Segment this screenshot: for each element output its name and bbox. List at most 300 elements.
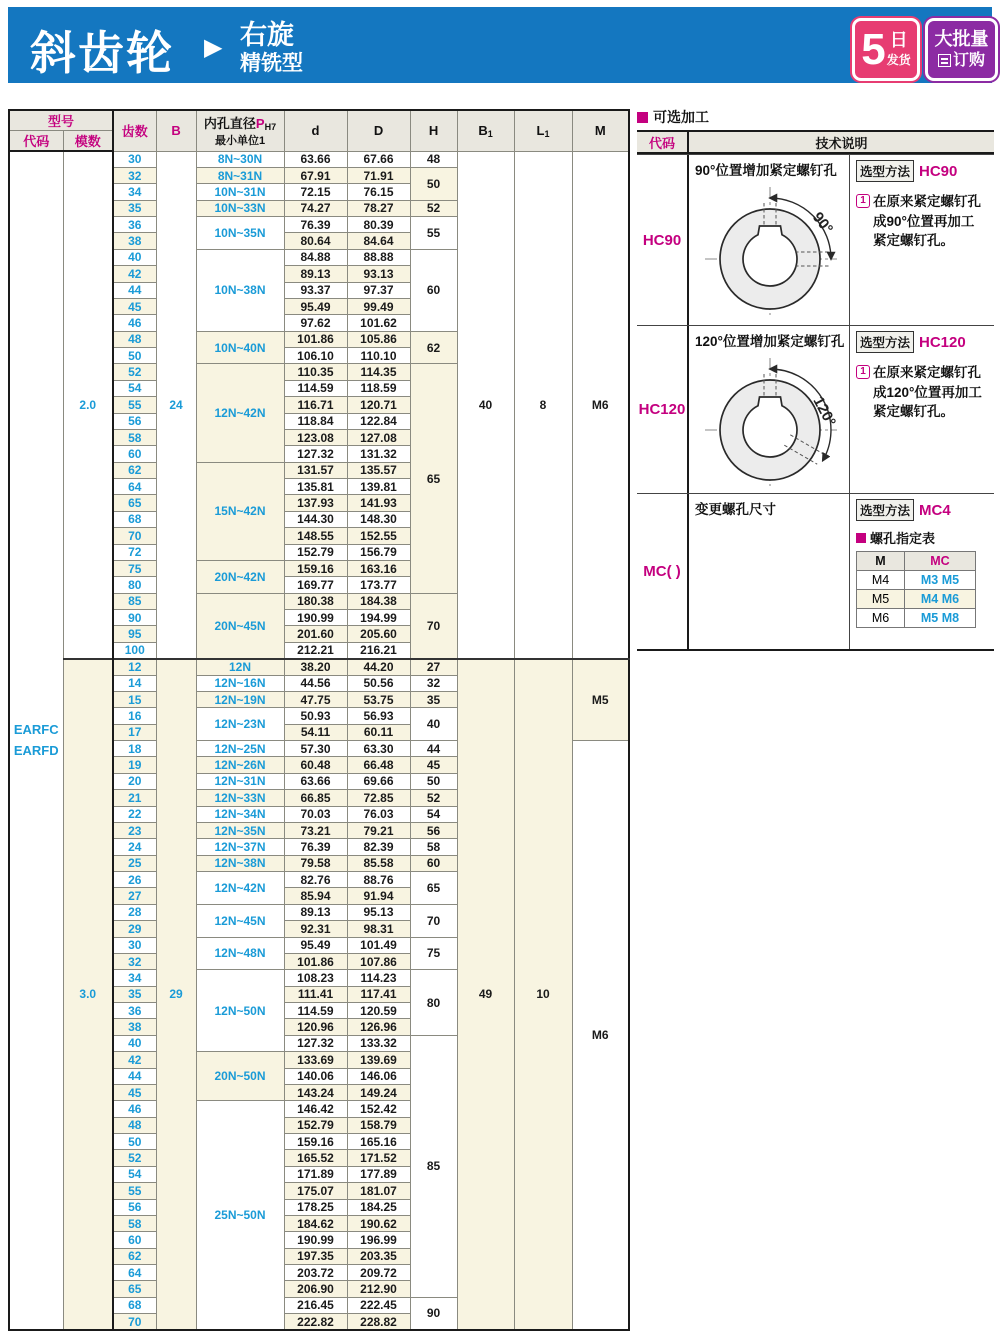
cell-D: 63.30 — [347, 741, 410, 757]
note-icon: 1 — [856, 365, 870, 379]
cell-D: 146.06 — [347, 1068, 410, 1084]
cell-b1: 40 — [457, 151, 514, 659]
cell-d: 127.32 — [284, 1035, 347, 1051]
cell-d: 54.11 — [284, 724, 347, 740]
cell-d: 85.94 — [284, 888, 347, 904]
header-bore: 内孔直径$P_{H7}$ 最小单位1 — [196, 110, 284, 151]
mc-table-title: 螺孔指定表 — [870, 531, 936, 546]
cell-D: 203.35 — [347, 1248, 410, 1264]
header-D: D — [347, 110, 410, 151]
cell-teeth: 46 — [113, 1101, 156, 1117]
cell-d: 123.08 — [284, 429, 347, 445]
cell-teeth: 62 — [113, 1248, 156, 1264]
cell-teeth: 95 — [113, 626, 156, 642]
cell-bore-range: 20N~45N — [196, 593, 284, 659]
cell-bore-range: 12N~42N — [196, 364, 284, 462]
cell-D: 209.72 — [347, 1265, 410, 1281]
optional-machining-title: 可选加工 — [637, 108, 994, 126]
cell-teeth: 50 — [113, 1134, 156, 1150]
cell-d: 159.16 — [284, 560, 347, 576]
ship-days-unit: 日 — [889, 30, 908, 51]
hc90-angle-label: 90° — [808, 208, 837, 238]
cell-teeth: 85 — [113, 593, 156, 609]
cell-teeth: 23 — [113, 822, 156, 838]
mc-method-value: MC4 — [919, 501, 951, 519]
cell-h: 50 — [410, 167, 457, 200]
cell-D: 133.32 — [347, 1035, 410, 1051]
cell-d: 73.21 — [284, 822, 347, 838]
header-b1: $B_1$ — [457, 110, 514, 151]
cell-d: 66.85 — [284, 790, 347, 806]
header-l1: $L_1$ — [514, 110, 572, 151]
bulk-badge-line2: 订购 — [952, 51, 985, 69]
table-body — [9, 151, 629, 1330]
cell-bore-range: 12N~33N — [196, 790, 284, 806]
cell-D: 117.41 — [347, 986, 410, 1002]
cell-h: 70 — [410, 904, 457, 937]
cell-bore-range: 10N~33N — [196, 200, 284, 216]
cell-teeth: 34 — [113, 970, 156, 986]
cell-teeth: 56 — [113, 1199, 156, 1215]
cell-D: 205.60 — [347, 626, 410, 642]
cell-bore-range: 12N~45N — [196, 904, 284, 937]
cell-teeth: 52 — [113, 1150, 156, 1166]
cell-D: 71.91 — [347, 167, 410, 183]
cell-D: 84.64 — [347, 233, 410, 249]
cell-d: 72.15 — [284, 184, 347, 200]
cell-D: 69.66 — [347, 773, 410, 789]
cell-bore-range: 8N~30N — [196, 151, 284, 167]
arrow-icon: ▶ — [204, 34, 223, 61]
cell-h: 90 — [410, 1297, 457, 1330]
table-row — [9, 659, 629, 675]
cell-bore-range: 25N~50N — [196, 1101, 284, 1330]
cell-d: 148.55 — [284, 528, 347, 544]
cell-D: 171.52 — [347, 1150, 410, 1166]
cell-teeth: 20 — [113, 773, 156, 789]
cell-D: 95.13 — [347, 904, 410, 920]
cell-d: 131.57 — [284, 462, 347, 478]
cell-teeth: 36 — [113, 217, 156, 233]
cell-D: 76.15 — [347, 184, 410, 200]
cell-d: 84.88 — [284, 249, 347, 265]
panel-header-row — [637, 132, 994, 154]
cell-h: 70 — [410, 593, 457, 659]
cell-D: 114.35 — [347, 364, 410, 380]
cell-D: 44.20 — [347, 659, 410, 675]
cell-h: 40 — [410, 708, 457, 741]
cell-d: 50.93 — [284, 708, 347, 724]
cell-d: 82.76 — [284, 872, 347, 888]
cell-D: 101.62 — [347, 315, 410, 331]
cell-D: 126.96 — [347, 1019, 410, 1035]
cell-D: 141.93 — [347, 495, 410, 511]
hc120-method-label: 选型方法 — [856, 331, 914, 353]
cell-D: 79.21 — [347, 822, 410, 838]
cell-D: 194.99 — [347, 610, 410, 626]
cell-teeth: 70 — [113, 528, 156, 544]
cell-m: M6 — [572, 151, 629, 659]
cell-bore-range: 15N~42N — [196, 462, 284, 560]
cell-h: 60 — [410, 249, 457, 331]
cell-D: 127.08 — [347, 429, 410, 445]
cell-bore-range: 20N~42N — [196, 560, 284, 593]
cell-h: 27 — [410, 659, 457, 675]
mc-cell-m: M6 — [857, 609, 905, 628]
cell-teeth: 40 — [113, 1035, 156, 1051]
cell-teeth: 52 — [113, 364, 156, 380]
cell-teeth: 90 — [113, 610, 156, 626]
cell-h: 54 — [410, 806, 457, 822]
cell-D: 196.99 — [347, 1232, 410, 1248]
cell-d: 97.62 — [284, 315, 347, 331]
cell-b: 29 — [156, 659, 196, 1330]
cell-D: 85.58 — [347, 855, 410, 871]
panel-header-code: 代码 — [637, 132, 689, 152]
cell-teeth: 68 — [113, 511, 156, 527]
mc-header-m: M — [857, 552, 905, 571]
cell-d: 146.42 — [284, 1101, 347, 1117]
cell-d: 165.52 — [284, 1150, 347, 1166]
cell-d: 108.23 — [284, 970, 347, 986]
cell-D: 212.90 — [347, 1281, 410, 1297]
cell-d: 133.69 — [284, 1052, 347, 1068]
cell-module: 3.0 — [63, 659, 113, 1330]
cell-h: 55 — [410, 217, 457, 250]
cell-bore-range: 8N~31N — [196, 167, 284, 183]
cell-d: 70.03 — [284, 806, 347, 822]
cell-module: 2.0 — [63, 151, 113, 659]
cell-d: 120.96 — [284, 1019, 347, 1035]
cell-D: 149.24 — [347, 1084, 410, 1100]
cell-teeth: 40 — [113, 249, 156, 265]
page-banner — [8, 7, 992, 83]
header-model: 型号 — [9, 110, 113, 131]
gear-dimension-table — [8, 109, 630, 1331]
cell-D: 158.79 — [347, 1117, 410, 1133]
cell-bore-range: 12N~50N — [196, 970, 284, 1052]
header-m: M — [572, 110, 629, 151]
cell-teeth: 42 — [113, 1052, 156, 1068]
header-module: 模数 — [63, 131, 113, 152]
cell-D: 53.75 — [347, 691, 410, 707]
header-code: 代码 — [9, 131, 63, 152]
cell-d: 184.62 — [284, 1215, 347, 1231]
cell-bore-range: 12N~25N — [196, 741, 284, 757]
cell-d: 152.79 — [284, 1117, 347, 1133]
cell-teeth: 58 — [113, 1215, 156, 1231]
cell-D: 173.77 — [347, 577, 410, 593]
cell-h: 56 — [410, 822, 457, 838]
cell-teeth: 15 — [113, 691, 156, 707]
hc120-note: 在原来紧定螺钉孔 成120°位置再加工 紧定螺钉孔。 — [873, 365, 982, 420]
cell-bore-range: 12N~34N — [196, 806, 284, 822]
cell-d: 197.35 — [284, 1248, 347, 1264]
cell-teeth: 16 — [113, 708, 156, 724]
cell-h: 65 — [410, 872, 457, 905]
cell-D: 152.42 — [347, 1101, 410, 1117]
cell-h: 44 — [410, 741, 457, 757]
hc120-code: HC120 — [637, 326, 689, 493]
hc120-diagram — [695, 352, 847, 492]
cell-h: 85 — [410, 1035, 457, 1297]
cell-teeth: 70 — [113, 1314, 156, 1330]
cell-teeth: 34 — [113, 184, 156, 200]
cell-d: 80.64 — [284, 233, 347, 249]
cell-bore-range: 12N~31N — [196, 773, 284, 789]
cell-D: 184.25 — [347, 1199, 410, 1215]
cell-d: 76.39 — [284, 839, 347, 855]
ship-days-text: 发货 — [886, 52, 911, 67]
cell-D: 228.82 — [347, 1314, 410, 1330]
cell-d: 152.79 — [284, 544, 347, 560]
cell-D: 101.49 — [347, 937, 410, 953]
cell-bore-range: 12N — [196, 659, 284, 675]
cell-D: 97.37 — [347, 282, 410, 298]
cell-teeth: 36 — [113, 1003, 156, 1019]
cell-D: 131.32 — [347, 446, 410, 462]
cell-teeth: 42 — [113, 266, 156, 282]
cell-d: 190.99 — [284, 610, 347, 626]
cell-model-code — [9, 151, 63, 1330]
mc-cell-mc: M5 M8 — [905, 609, 976, 628]
cell-d: 216.45 — [284, 1297, 347, 1313]
cell-D: 139.81 — [347, 479, 410, 495]
cell-h: 65 — [410, 364, 457, 593]
cell-teeth: 60 — [113, 1232, 156, 1248]
order-form-icon — [938, 54, 951, 67]
cell-D: 50.56 — [347, 675, 410, 691]
cell-d: 169.77 — [284, 577, 347, 593]
cell-D: 88.76 — [347, 872, 410, 888]
cell-teeth: 50 — [113, 348, 156, 364]
cell-bore-range: 12N~38N — [196, 855, 284, 871]
hc120-method-value: HC120 — [919, 333, 966, 351]
cell-bore-range: 12N~26N — [196, 757, 284, 773]
section-square-icon — [637, 112, 648, 123]
cell-teeth: 44 — [113, 1068, 156, 1084]
cell-d: 111.41 — [284, 986, 347, 1002]
cell-d: 116.71 — [284, 397, 347, 413]
cell-bore-range: 12N~23N — [196, 708, 284, 741]
cell-d: 67.91 — [284, 167, 347, 183]
cell-bore-range: 10N~31N — [196, 184, 284, 200]
cell-D: 139.69 — [347, 1052, 410, 1068]
cell-d: 171.89 — [284, 1166, 347, 1182]
panel-row-hc90 — [637, 154, 994, 325]
cell-teeth: 46 — [113, 315, 156, 331]
cell-d: 44.56 — [284, 675, 347, 691]
cell-teeth: 54 — [113, 380, 156, 396]
hc90-code: HC90 — [637, 155, 689, 325]
cell-teeth: 68 — [113, 1297, 156, 1313]
cell-d: 144.30 — [284, 511, 347, 527]
cell-teeth: 55 — [113, 397, 156, 413]
cell-D: 82.39 — [347, 839, 410, 855]
cell-d: 89.13 — [284, 904, 347, 920]
cell-D: 222.45 — [347, 1297, 410, 1313]
cell-h: 80 — [410, 970, 457, 1036]
cell-teeth: 35 — [113, 986, 156, 1002]
cell-teeth: 55 — [113, 1183, 156, 1199]
cell-d: 101.86 — [284, 953, 347, 969]
cell-h: 50 — [410, 773, 457, 789]
cell-d: 74.27 — [284, 200, 347, 216]
optional-machining-panel — [637, 130, 994, 651]
cell-teeth: 45 — [113, 298, 156, 314]
cell-d: 95.49 — [284, 937, 347, 953]
cell-D: 67.66 — [347, 151, 410, 167]
cell-teeth: 29 — [113, 921, 156, 937]
cell-teeth: 30 — [113, 151, 156, 167]
cell-D: 66.48 — [347, 757, 410, 773]
cell-teeth: 18 — [113, 741, 156, 757]
cell-m: M5 — [572, 659, 629, 741]
cell-d: 143.24 — [284, 1084, 347, 1100]
cell-d: 114.59 — [284, 380, 347, 396]
cell-d: 212.21 — [284, 642, 347, 658]
panel-row-mc — [637, 493, 994, 649]
cell-teeth: 28 — [113, 904, 156, 920]
cell-d: 110.35 — [284, 364, 347, 380]
cell-d: 92.31 — [284, 921, 347, 937]
table-header — [9, 110, 629, 151]
cell-d: 118.84 — [284, 413, 347, 429]
cell-teeth: 38 — [113, 1019, 156, 1035]
cell-h: 32 — [410, 675, 457, 691]
cell-teeth: 14 — [113, 675, 156, 691]
cell-teeth: 21 — [113, 790, 156, 806]
cell-D: 181.07 — [347, 1183, 410, 1199]
cell-h: 52 — [410, 200, 457, 216]
mc-cell-m: M5 — [857, 590, 905, 609]
cell-teeth: 45 — [113, 1084, 156, 1100]
page-title: 斜齿轮 — [30, 27, 174, 79]
mc-title: 变更螺孔尺寸 — [695, 502, 776, 517]
hc120-angle-label: 120° — [809, 393, 840, 430]
cell-D: 135.57 — [347, 462, 410, 478]
cell-d: 206.90 — [284, 1281, 347, 1297]
cell-bore-range: 12N~48N — [196, 937, 284, 970]
panel-row-hc120 — [637, 325, 994, 493]
cell-teeth: 58 — [113, 429, 156, 445]
cell-D: 122.84 — [347, 413, 410, 429]
cell-D: 120.71 — [347, 397, 410, 413]
cell-teeth: 44 — [113, 282, 156, 298]
cell-d: 57.30 — [284, 741, 347, 757]
hc120-title: 120°位置增加紧定螺钉孔 — [695, 334, 845, 349]
cell-D: 163.16 — [347, 560, 410, 576]
hc90-note: 在原来紧定螺钉孔 成90°位置再加工 紧定螺钉孔。 — [873, 194, 981, 249]
cell-D: 120.59 — [347, 1003, 410, 1019]
cell-d: 203.72 — [284, 1265, 347, 1281]
cell-d: 106.10 — [284, 348, 347, 364]
cell-D: 152.55 — [347, 528, 410, 544]
model-code: EARFC — [13, 721, 59, 737]
cell-teeth: 48 — [113, 331, 156, 347]
cell-bore-range: 12N~35N — [196, 822, 284, 838]
cell-bore-range: 10N~38N — [196, 249, 284, 331]
cell-d: 178.25 — [284, 1199, 347, 1215]
header-b: B — [156, 110, 196, 151]
section-square-icon — [856, 533, 866, 543]
cell-d: 93.37 — [284, 282, 347, 298]
cell-teeth: 100 — [113, 642, 156, 658]
cell-teeth: 56 — [113, 413, 156, 429]
cell-d: 63.66 — [284, 151, 347, 167]
ship-days-badge — [852, 18, 920, 81]
cell-d: 114.59 — [284, 1003, 347, 1019]
cell-l1: 10 — [514, 659, 572, 1330]
hc90-title: 90°位置增加紧定螺钉孔 — [695, 163, 837, 178]
cell-D: 72.85 — [347, 790, 410, 806]
cell-d: 79.58 — [284, 855, 347, 871]
cell-teeth: 19 — [113, 757, 156, 773]
cell-teeth: 25 — [113, 855, 156, 871]
cell-d: 201.60 — [284, 626, 347, 642]
cell-d: 222.82 — [284, 1314, 347, 1330]
cell-teeth: 80 — [113, 577, 156, 593]
bulk-order-badge — [925, 18, 998, 81]
header-teeth: 齿数 — [113, 110, 156, 151]
cell-d: 76.39 — [284, 217, 347, 233]
cell-D: 177.89 — [347, 1166, 410, 1182]
subtitle-hand: 右旋 — [240, 20, 294, 50]
cell-teeth: 54 — [113, 1166, 156, 1182]
cell-d: 89.13 — [284, 266, 347, 282]
cell-D: 184.38 — [347, 593, 410, 609]
cell-teeth: 64 — [113, 479, 156, 495]
thread-spec-table — [856, 551, 976, 628]
cell-d: 95.49 — [284, 298, 347, 314]
subtitle-type: 精铣型 — [240, 52, 303, 75]
cell-d: 180.38 — [284, 593, 347, 609]
mc-cell-mc: M4 M6 — [905, 590, 976, 609]
panel-header-desc: 技术说明 — [815, 135, 868, 151]
cell-d: 140.06 — [284, 1068, 347, 1084]
cell-D: 110.10 — [347, 348, 410, 364]
cell-teeth: 26 — [113, 872, 156, 888]
cell-teeth: 38 — [113, 233, 156, 249]
ship-days-number: 5 — [861, 24, 886, 74]
cell-teeth: 35 — [113, 200, 156, 216]
cell-teeth: 48 — [113, 1117, 156, 1133]
cell-bore-range: 12N~42N — [196, 872, 284, 905]
cell-d: 38.20 — [284, 659, 347, 675]
cell-teeth: 17 — [113, 724, 156, 740]
mc-method-label: 选型方法 — [856, 499, 914, 521]
header-h: H — [410, 110, 457, 151]
cell-D: 93.13 — [347, 266, 410, 282]
cell-l1: 8 — [514, 151, 572, 659]
cell-teeth: 75 — [113, 560, 156, 576]
cell-D: 148.30 — [347, 511, 410, 527]
cell-h: 62 — [410, 331, 457, 364]
mc-cell-m: M4 — [857, 571, 905, 590]
cell-h: 52 — [410, 790, 457, 806]
cell-D: 98.31 — [347, 921, 410, 937]
cell-teeth: 60 — [113, 446, 156, 462]
mc-code: MC( ) — [637, 494, 689, 649]
cell-h: 45 — [410, 757, 457, 773]
cell-D: 190.62 — [347, 1215, 410, 1231]
cell-D: 56.93 — [347, 708, 410, 724]
cell-D: 80.39 — [347, 217, 410, 233]
hc90-method-value: HC90 — [919, 162, 958, 180]
cell-teeth: 65 — [113, 495, 156, 511]
cell-teeth: 72 — [113, 544, 156, 560]
cell-D: 78.27 — [347, 200, 410, 216]
